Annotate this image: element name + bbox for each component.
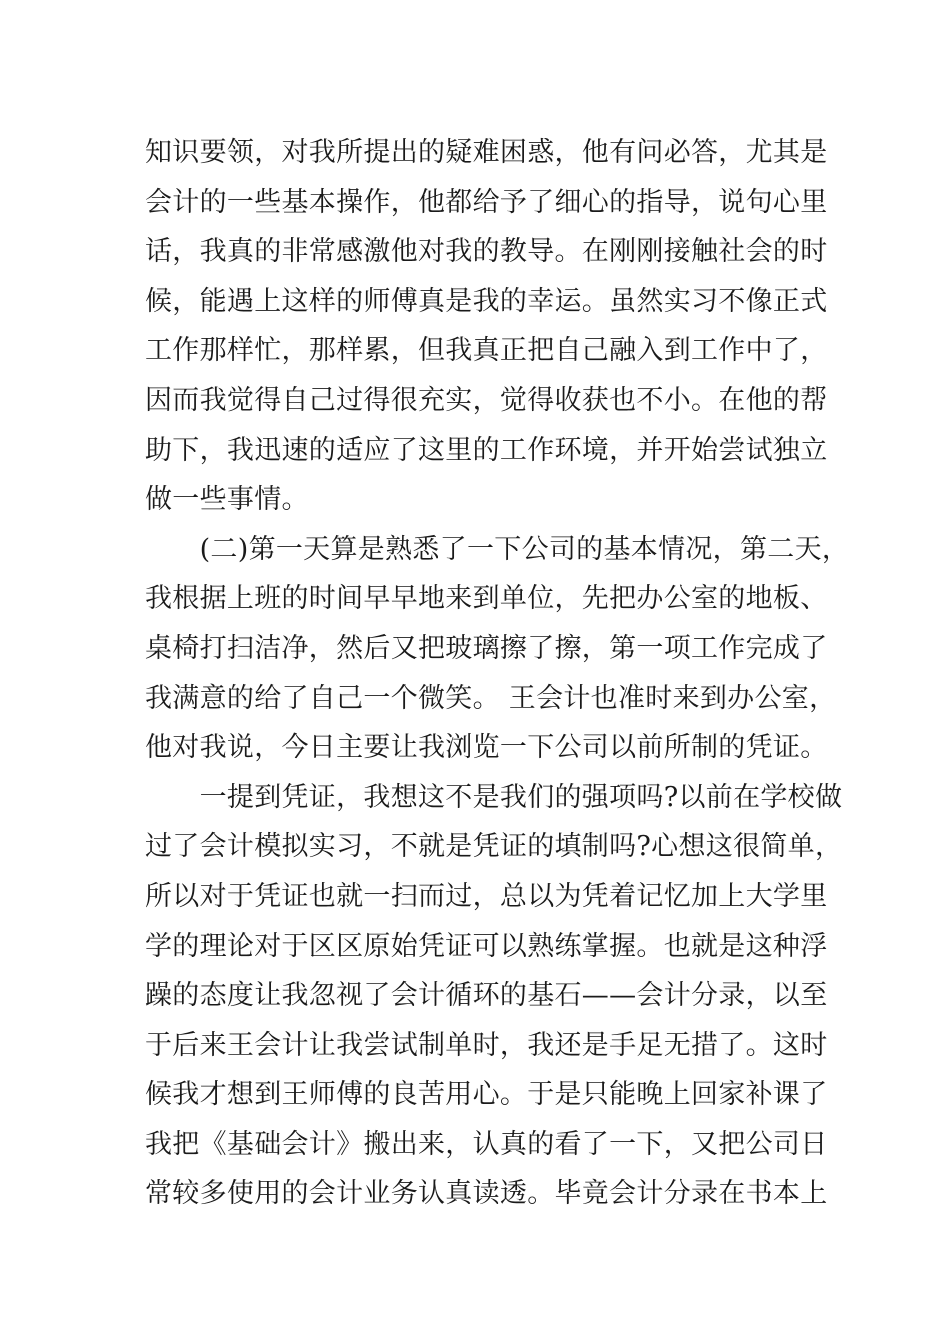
text-line: 躁的态度让我忽视了会计循环的基石——会计分录，以至	[145, 980, 828, 1012]
text-line: 一提到凭证，我想这不是我们的强项吗?以前在学校做	[145, 781, 843, 813]
text-line: 我根据上班的时间早早地来到单位，先把办公室的地板、	[145, 583, 828, 615]
text-line: 学的理论对于区区原始凭证可以熟练掌握。也就是这种浮	[145, 930, 828, 962]
text-line: 候我才想到王师傅的良苦用心。于是只能晚上回家补课了	[145, 1079, 828, 1111]
text-line: 因而我觉得自己过得很充实，觉得收获也不小。在他的帮	[145, 384, 828, 416]
text-line: 话，我真的非常感激他对我的教导。在刚刚接触社会的时	[145, 236, 828, 268]
text-line: 于后来王会计让我尝试制单时，我还是手足无措了。这时	[145, 1029, 828, 1061]
text-line: 桌椅打扫洁净，然后又把玻璃擦了擦，第一项工作完成了	[145, 632, 828, 664]
text-line: 助下，我迅速的适应了这里的工作环境，并开始尝试独立	[145, 434, 828, 466]
text-line: (二)第一天算是熟悉了一下公司的基本情况，第二天，	[145, 533, 850, 565]
text-line: 会计的一些基本操作，他都给予了细心的指导，说句心里	[145, 186, 828, 218]
text-line: 知识要领，对我所提出的疑难困惑，他有问必答，尤其是	[145, 137, 828, 168]
text-line: 所以对于凭证也就一扫而过，总以为凭着记忆加上大学里	[145, 880, 828, 912]
text-line: 候，能遇上这样的师傅真是我的幸运。虽然实习不像正式	[145, 285, 828, 317]
text-line: 我满意的给了自己一个微笑。 王会计也准时来到办公室，	[145, 682, 837, 714]
text-line: 做一些事情。	[145, 484, 309, 516]
text-line: 过了会计模拟实习，不就是凭证的填制吗?心想这很简单，	[145, 831, 843, 863]
text-line: 他对我说，今日主要让我浏览一下公司以前所制的凭证。	[145, 732, 828, 764]
text-line: 我把《基础会计》搬出来，认真的看了一下，又把公司日	[145, 1128, 828, 1160]
document-body	[145, 128, 850, 1219]
text-line: 常较多使用的会计业务认真读透。毕竟会计分录在书本上	[145, 1178, 828, 1210]
text-line: 工作那样忙，那样累，但我真正把自己融入到工作中了，	[145, 335, 828, 367]
